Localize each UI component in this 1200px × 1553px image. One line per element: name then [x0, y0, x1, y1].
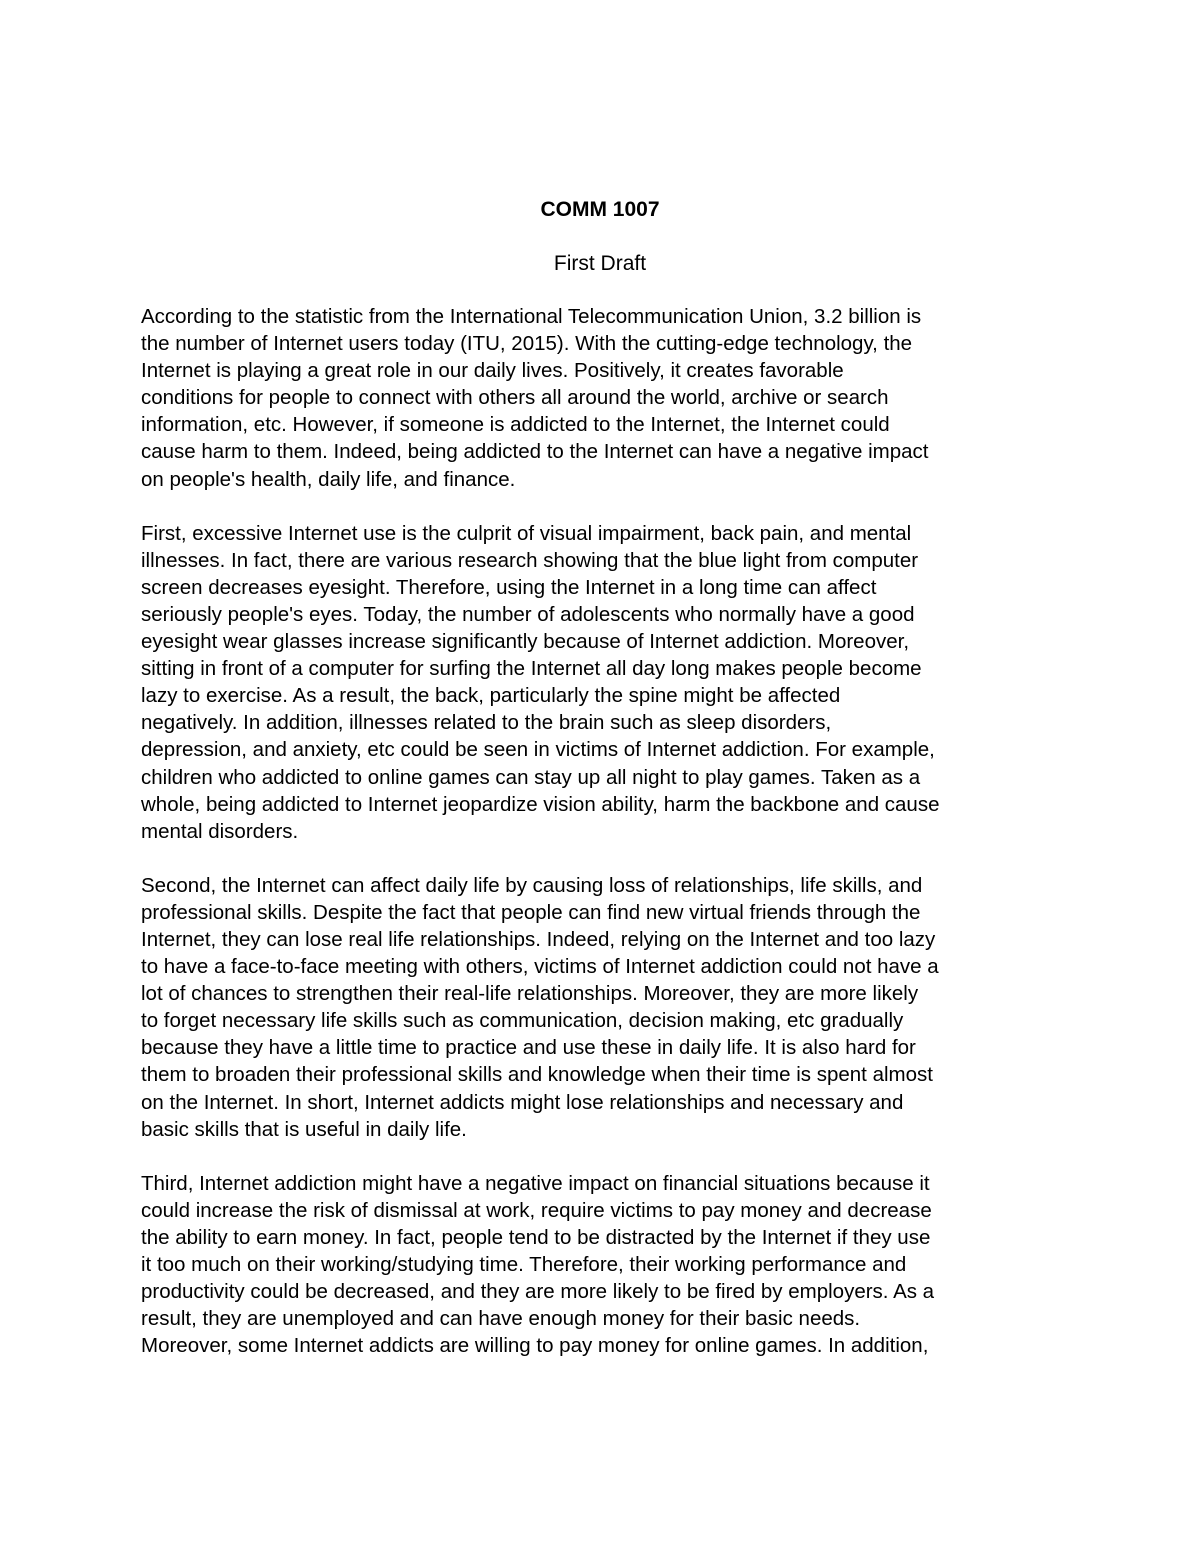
text-line: to have a face-to-face meeting with others, victims of Internet addiction could not have a — [141, 955, 939, 979]
text-line: cause harm to them. Indeed, being addicted to the Internet can have a negative impact — [141, 440, 929, 464]
text-line: basic skills that is useful in daily life. — [141, 1117, 467, 1141]
text-line: lot of chances to strengthen their real-life relationships. Moreover, they are more likely — [141, 982, 919, 1006]
text-line: productivity could be decreased, and they are more likely to be fired by employers. As a — [141, 1280, 935, 1304]
text-line: on the Internet. In short, Internet addicts might lose relationships and necessary and — [141, 1090, 904, 1114]
text-line: because they have a little time to practice and use these in daily life. It is also hard for — [141, 1036, 916, 1060]
draft-label: First Draft — [553, 252, 647, 275]
text-line: Second, the Internet can affect daily life by causing loss of relationships, life skills, and — [141, 873, 923, 897]
text-line: to forget necessary life skills such as communication, decision making, etc gradually — [141, 1009, 904, 1033]
text-line: lazy to exercise. As a result, the back, particularly the spine might be affected — [141, 684, 841, 708]
text-line: eyesight wear glasses increase significantly because of Internet addiction. Moreover, — [141, 630, 910, 654]
text-line: it too much on their working/studying time. Therefore, their working performance and — [141, 1253, 907, 1276]
essay-body — [141, 303, 1061, 1386]
text-line: sitting in front of a computer for surfing the Internet all day long makes people become — [141, 657, 922, 681]
text-line: them to broaden their professional skills and knowledge when their time is spent almost — [141, 1063, 933, 1087]
text-line: Internet is playing a great role in our daily lives. Positively, it creates favorable — [141, 359, 844, 383]
text-line: depression, and anxiety, etc could be seen in victims of Internet addiction. For example, — [141, 738, 935, 762]
text-line: the ability to earn money. In fact, people tend to be distracted by the Internet if they use — [141, 1225, 931, 1249]
course-code-heading: COMM 1007 — [540, 198, 660, 221]
paragraph-introduction — [141, 303, 1061, 493]
text-line: whole, being addicted to Internet jeopardize vision ability, harm the backbone and cause — [141, 792, 940, 816]
text-line: seriously people's eyes. Today, the number of adolescents who normally have a good — [141, 602, 915, 626]
text-line: could increase the risk of dismissal at work, require victims to pay money and decrease — [141, 1198, 932, 1222]
text-line: professional skills. Despite the fact that people can find new virtual friends through the — [141, 900, 921, 924]
text-line: According to the statistic from the International Telecommunication Union, 3.2 billion is — [141, 305, 922, 328]
paragraph-daily-life — [141, 872, 1061, 1143]
text-line: on people's health, daily life, and finance. — [141, 467, 516, 491]
text-line: screen decreases eyesight. Therefore, using the Internet in a long time can affect — [141, 575, 877, 599]
paragraph-finance — [141, 1170, 1061, 1360]
paragraph-health — [141, 520, 1061, 845]
text-line: illnesses. In fact, there are various research showing that the blue light from computer — [141, 548, 919, 572]
text-line: information, etc. However, if someone is addicted to the Internet, the Internet could — [141, 413, 890, 437]
text-line: Third, Internet addiction might have a negative impact on financial situations because it — [141, 1171, 930, 1195]
text-line: children who addicted to online games can stay up all night to play games. Taken as a — [141, 765, 921, 789]
text-line: the number of Internet users today (ITU, 2015). With the cutting-edge technology, the — [141, 332, 913, 356]
text-line: First, excessive Internet use is the culprit of visual impairment, back pain, and mental — [141, 521, 912, 545]
text-line: mental disorders. — [141, 819, 299, 843]
text-line: Moreover, some Internet addicts are willing to pay money for online games. In addition, — [141, 1334, 929, 1358]
text-line: result, they are unemployed and can have enough money for their basic needs. — [141, 1307, 861, 1331]
text-line: conditions for people to connect with others all around the world, archive or search — [141, 386, 889, 410]
text-line: Internet, they can lose real life relationships. Indeed, relying on the Internet and too lazy — [141, 927, 936, 951]
text-line: negatively. In addition, illnesses related to the brain such as sleep disorders, — [141, 711, 832, 735]
